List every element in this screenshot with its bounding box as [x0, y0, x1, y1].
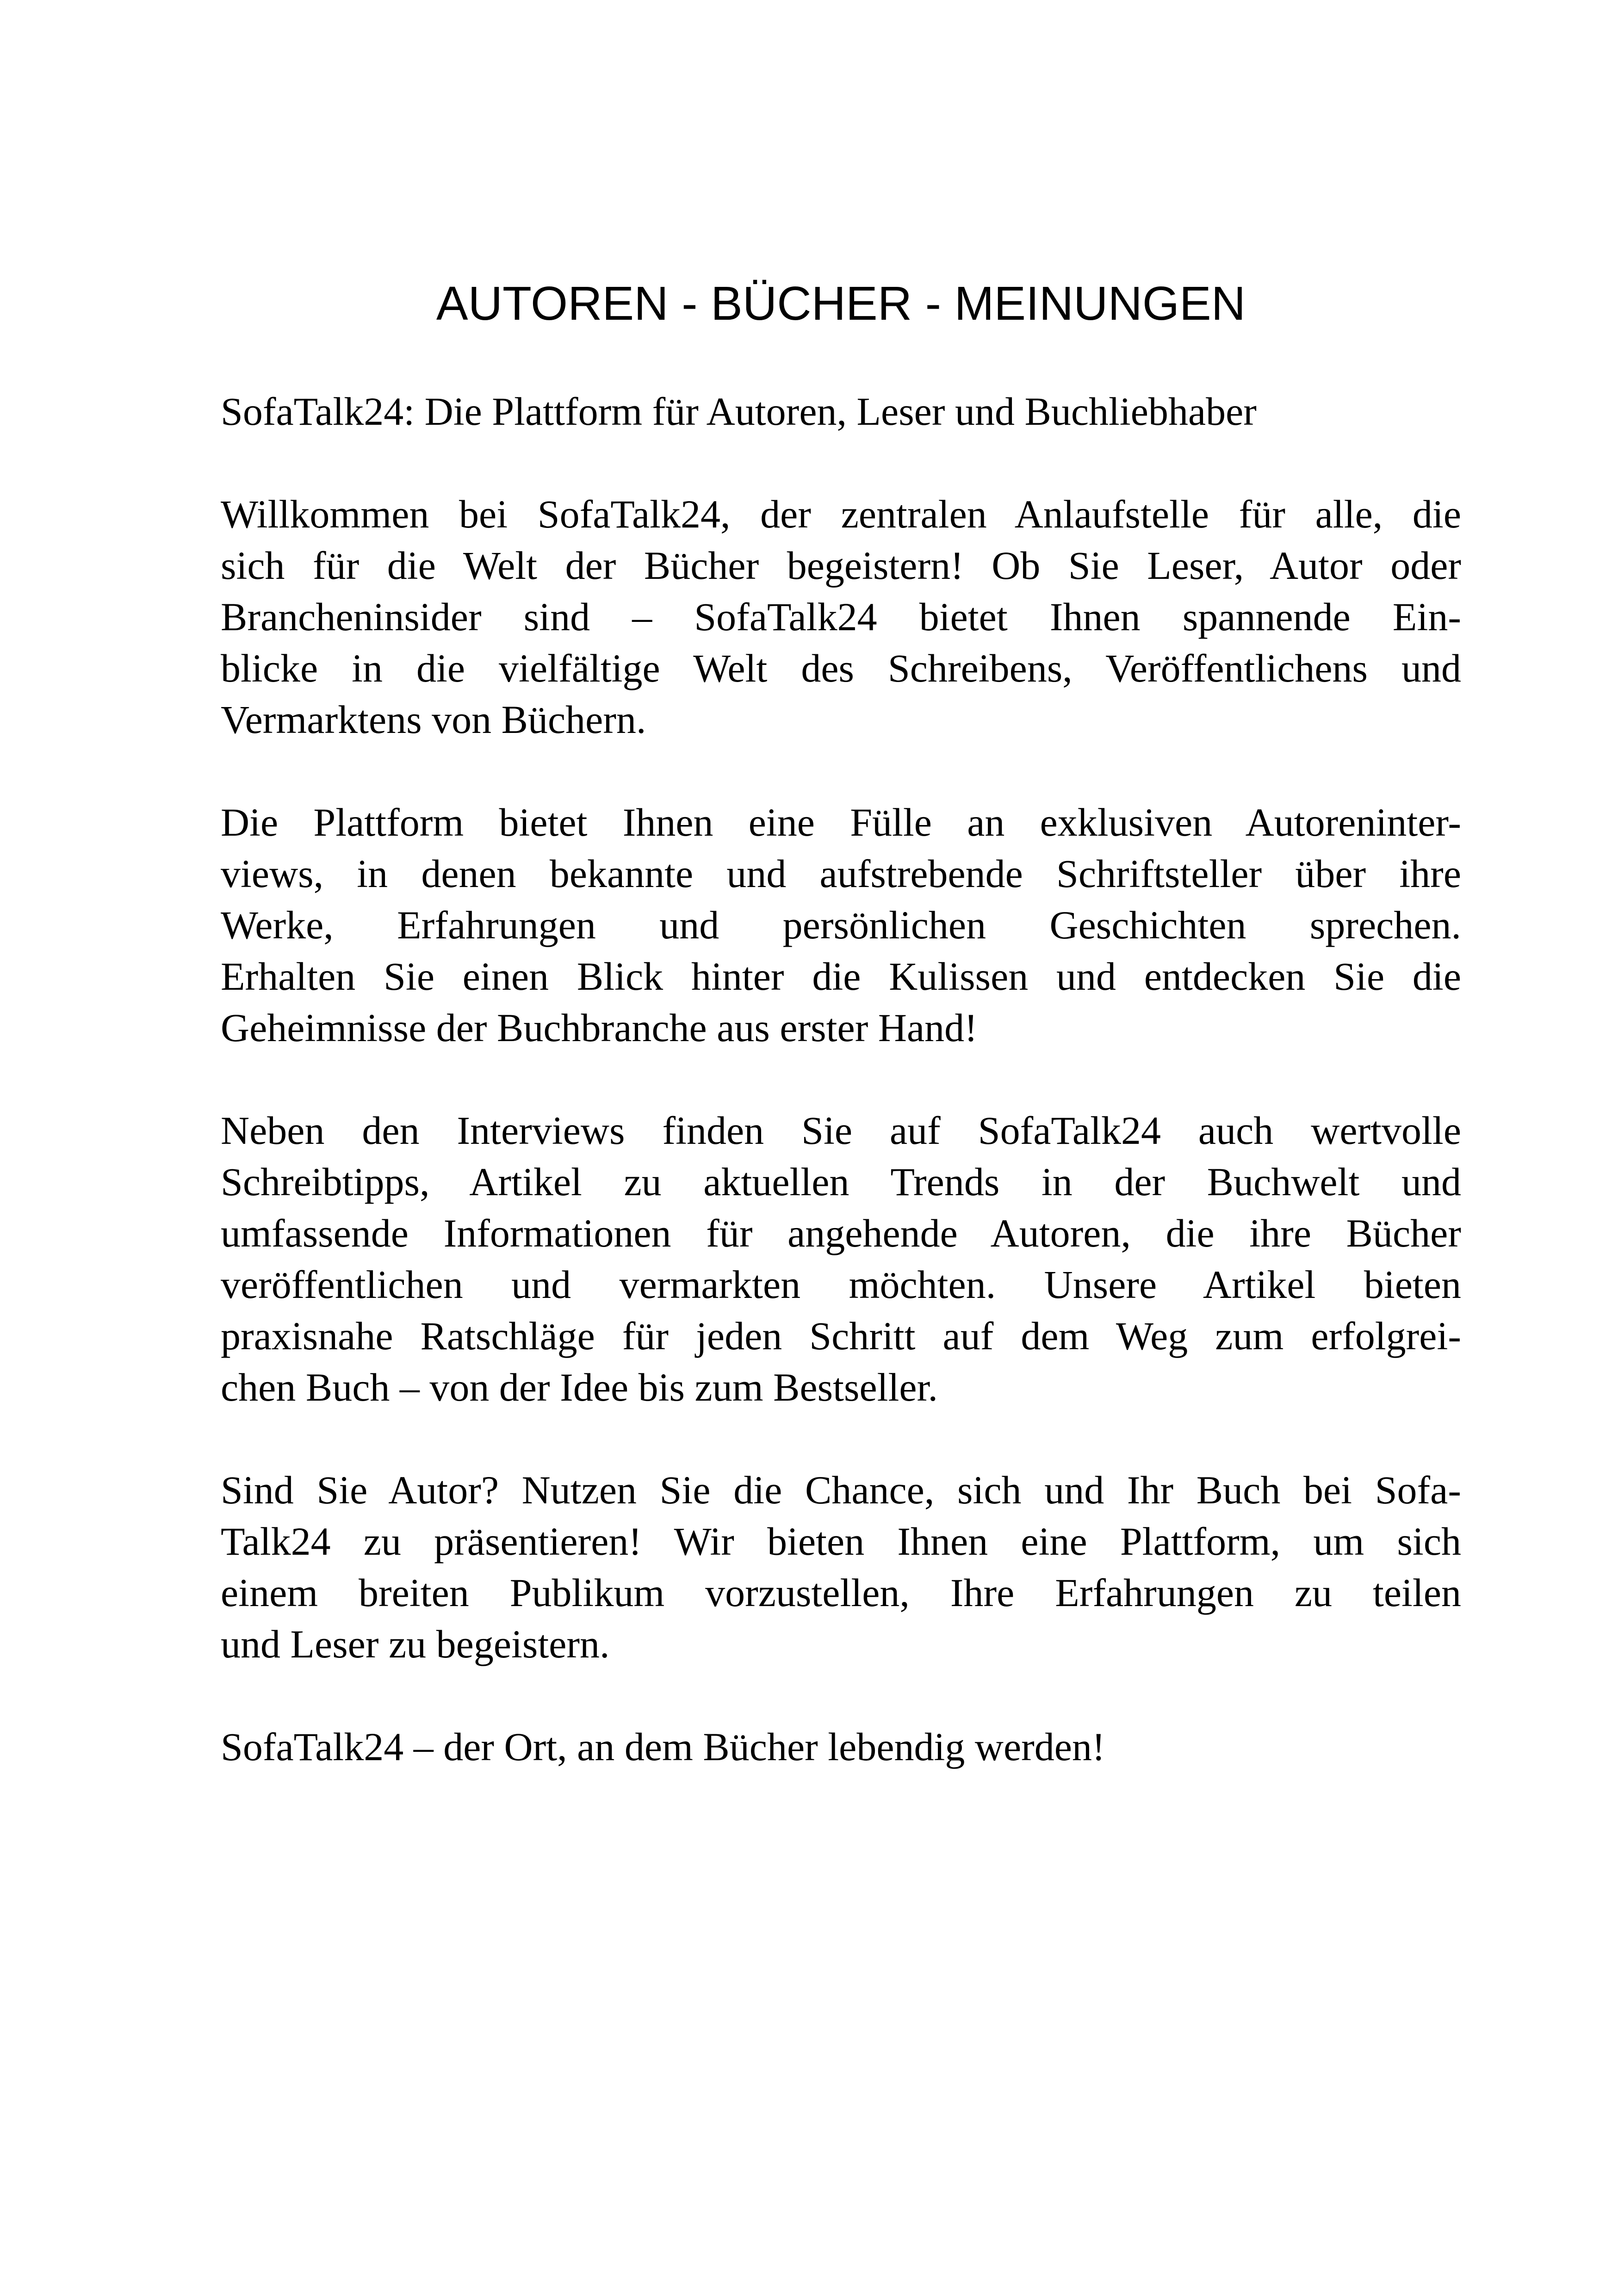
paragraph-line: Brancheninsider sind – SofaTalk24 bietet Ihnen spannende Ein-	[221, 595, 1461, 639]
paragraph-line: Schreibtipps, Artikel zu aktuellen Trends in der Buchwelt und	[221, 1160, 1461, 1204]
paragraph-spacer	[221, 1413, 1461, 1464]
paragraph-line: sich für die Welt der Bücher begeistern! Ob Sie Leser, Autor oder	[221, 543, 1461, 588]
paragraph-line: und Leser zu begeistern.	[221, 1622, 610, 1666]
paragraph-line: Neben den Interviews finden Sie auf SofaTalk24 auch wertvolle	[221, 1108, 1461, 1153]
paragraph	[221, 1105, 1461, 1413]
paragraph-line: Erhalten Sie einen Blick hinter die Kulissen und entdecken Sie die	[221, 954, 1461, 999]
paragraph	[221, 1464, 1461, 1670]
paragraph-spacer	[221, 1670, 1461, 1721]
paragraph-line: Werke, Erfahrungen und persönlichen Geschichten sprechen.	[221, 903, 1461, 947]
paragraph-spacer	[221, 1054, 1461, 1105]
paragraph-line: veröffentlichen und vermarkten möchten. Unsere Artikel bieten	[221, 1262, 1461, 1307]
paragraph-line: views, in denen bekannte und aufstrebende Schriftsteller über ihre	[221, 851, 1461, 896]
paragraph-line: Sind Sie Autor? Nutzen Sie die Chance, sich und Ihr Buch bei Sofa-	[221, 1468, 1461, 1512]
paragraph-spacer	[221, 437, 1461, 489]
paragraph-line: praxisnahe Ratschläge für jeden Schritt auf dem Weg zum erfolgrei-	[221, 1314, 1461, 1358]
paragraph	[221, 1721, 1461, 1773]
paragraph-line: Talk24 zu präsentieren! Wir bieten Ihnen eine Plattform, um sich	[221, 1519, 1461, 1564]
paragraph-line: Willkommen bei SofaTalk24, der zentralen Anlaufstelle für alle, die	[221, 492, 1461, 536]
paragraph-spacer	[221, 745, 1461, 797]
paragraph	[221, 797, 1461, 1054]
paragraph-line: einem breiten Publikum vorzustellen, Ihre Erfahrungen zu teilen	[221, 1570, 1461, 1615]
document-body	[221, 386, 1461, 1773]
paragraph-line: Die Plattform bietet Ihnen eine Fülle an exklusiven Autoreninter-	[221, 800, 1461, 844]
paragraph-line: umfassende Informationen für angehende Autoren, die ihre Bücher	[221, 1211, 1461, 1255]
paragraph-line: Vermarktens von Büchern.	[221, 697, 646, 742]
document-title: AUTOREN - BÜCHER - MEINUNGEN	[436, 277, 1246, 330]
document-subtitle: SofaTalk24: Die Plattform für Autoren, Leser und Buchliebhaber	[221, 389, 1257, 434]
paragraph-line: Geheimnisse der Buchbranche aus erster Hand!	[221, 1005, 978, 1050]
paragraph	[221, 489, 1461, 745]
paragraph-line: blicke in die vielfältige Welt des Schreibens, Veröffentlichens und	[221, 646, 1461, 690]
paragraph-line: SofaTalk24 – der Ort, an dem Bücher lebendig werden!	[221, 1725, 1105, 1769]
paragraph-line: chen Buch – von der Idee bis zum Bestseller.	[221, 1365, 938, 1409]
